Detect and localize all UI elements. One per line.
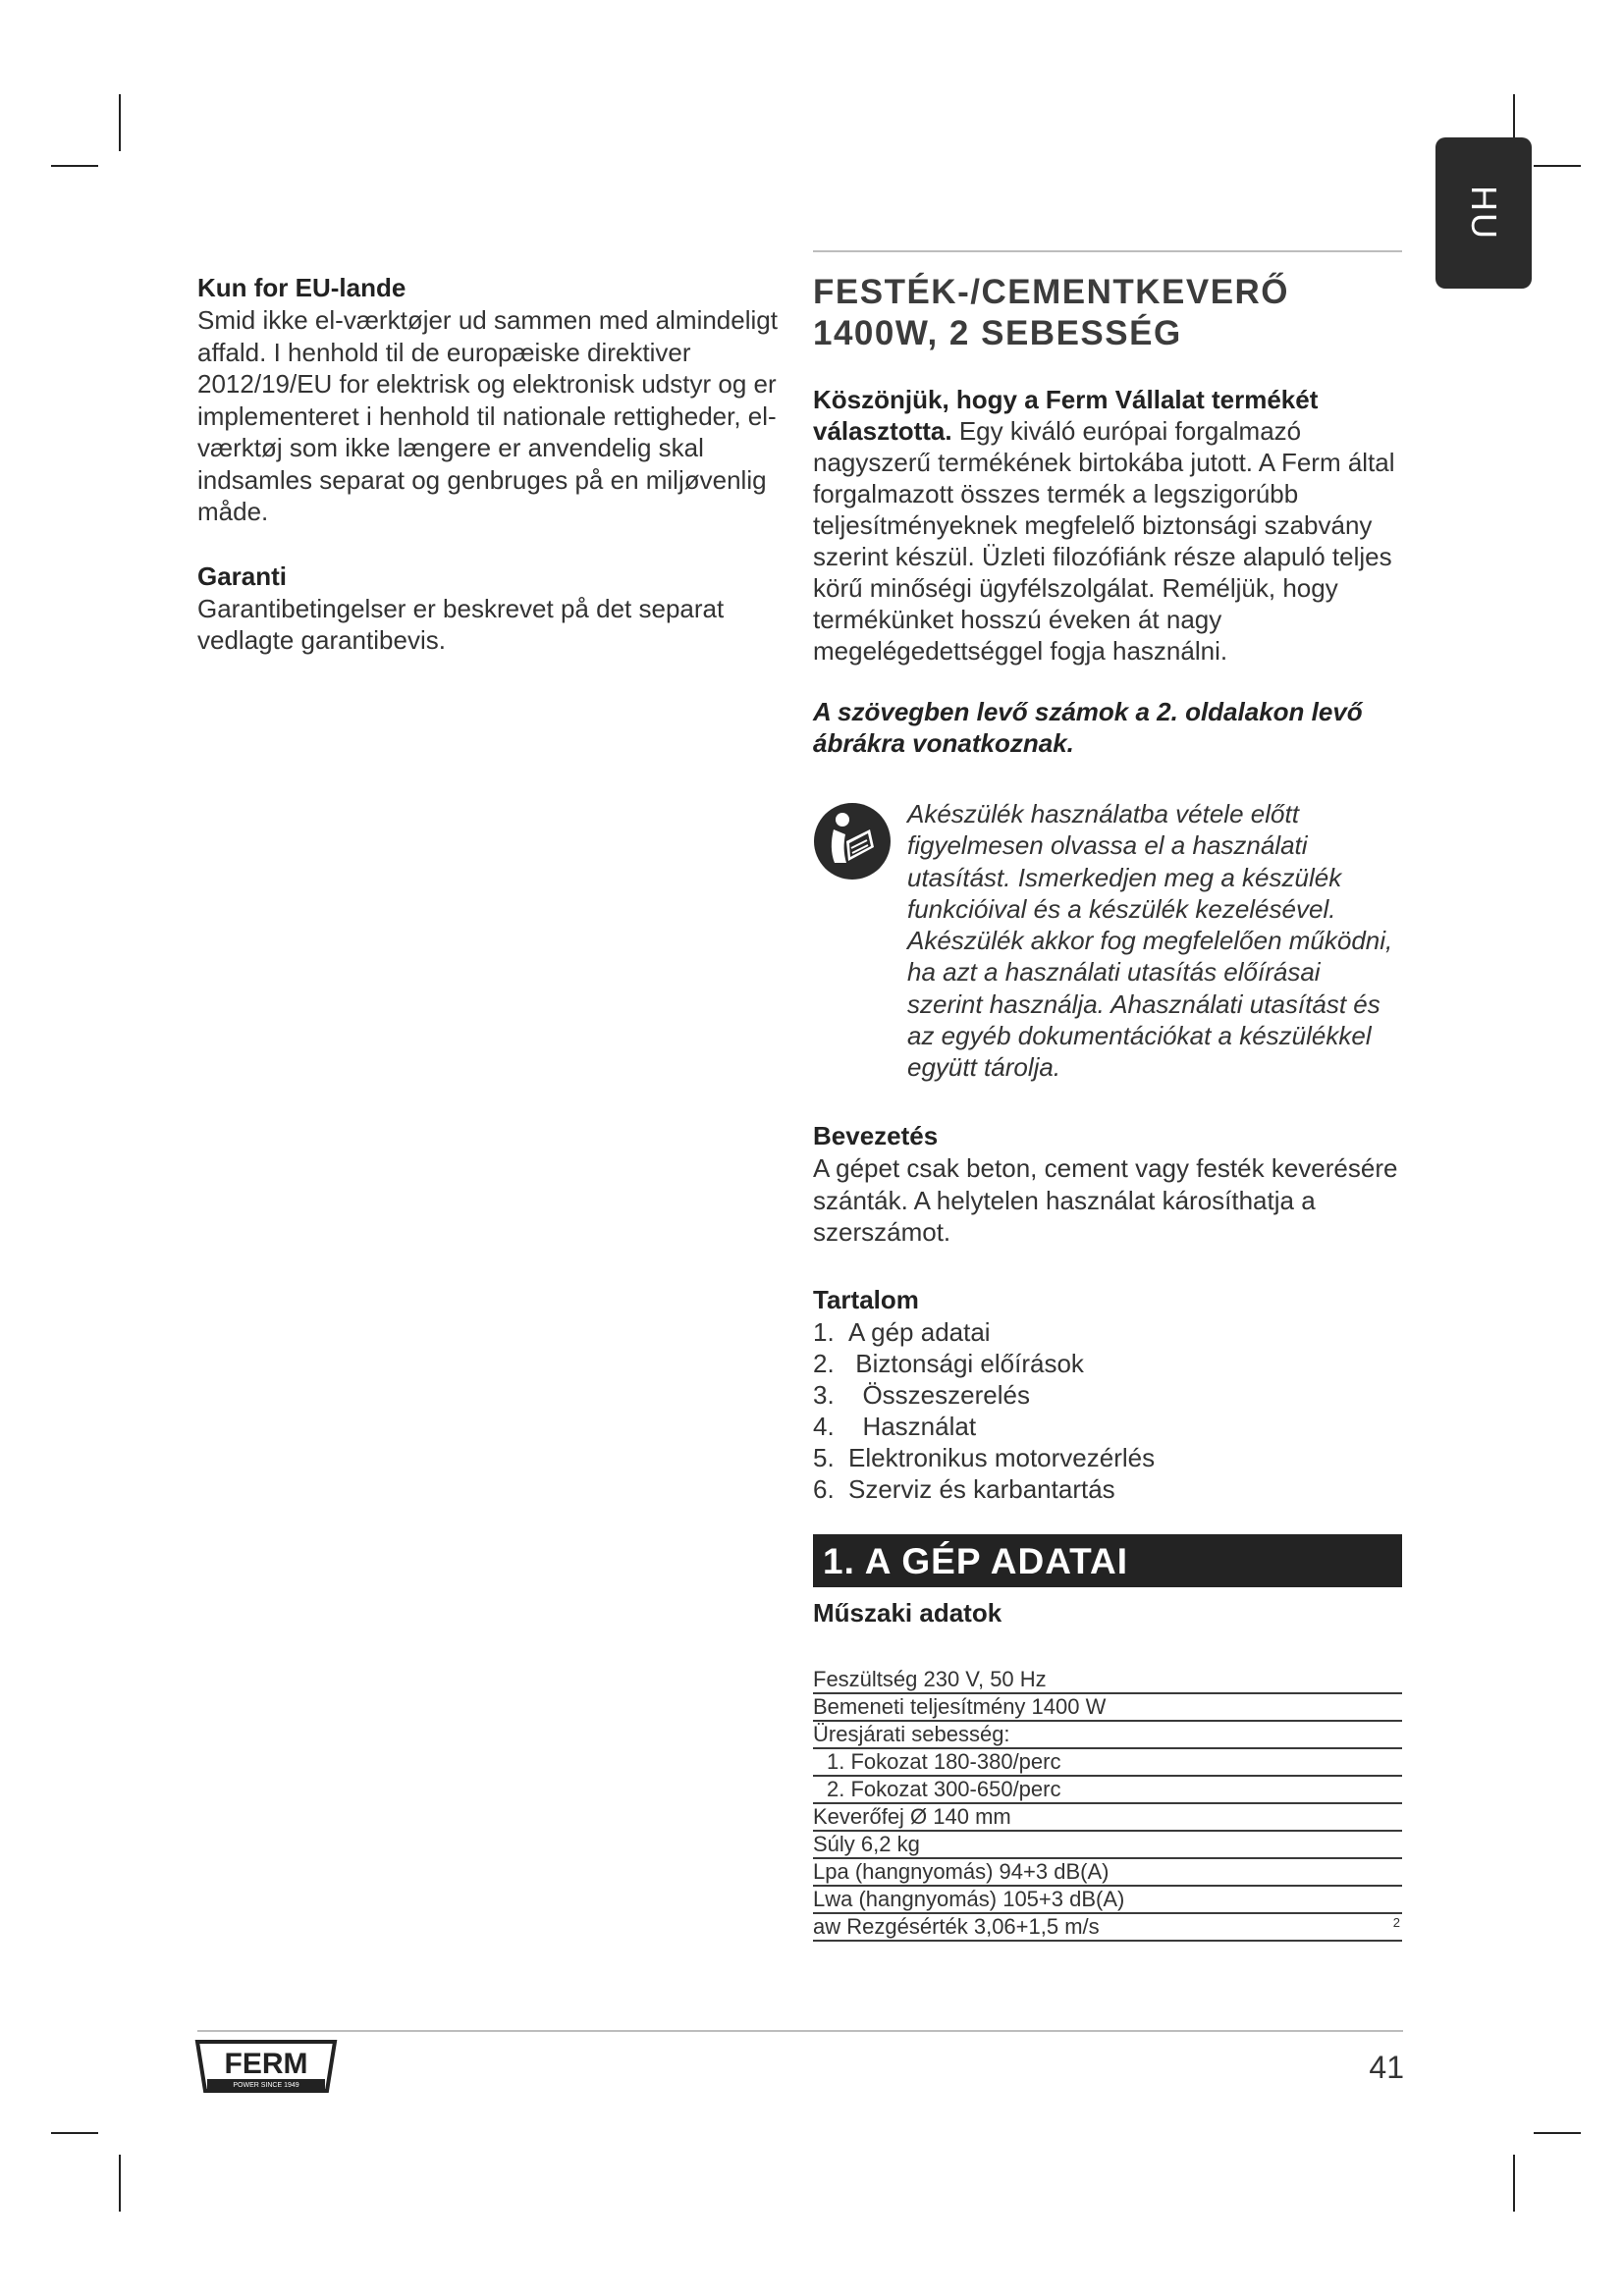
table-row: [813, 1914, 1402, 1942]
eu-heading: Kun for EU-lande: [197, 273, 406, 302]
page-number: 41: [1369, 2050, 1404, 2085]
specs-table: [813, 1667, 1402, 1942]
list-item: 5. Elektronikus motorvezérlés: [813, 1442, 1156, 1472]
svg-text:POWER SINCE 1949: POWER SINCE 1949: [233, 2082, 299, 2089]
specs-heading: Műszaki adatok: [813, 1597, 1002, 1628]
table-row: Feszültség 230 V, 50 Hz: [813, 1667, 1402, 1694]
crop-mark: [1534, 165, 1581, 167]
contents-list: [813, 1316, 1402, 1505]
manual-warning-text: Akészülék használatba vétele előtt figyelmesen olvassa el a használati utasítást. Ismerkedjen meg a készülék funkcióival és a készülék kezelésével. Akészülék akkor fog megfelelően működni, ha azt a használati utasítás előírásai szerint használja. Ahasználati utasítást és az egyéb dokumentációkat a készülékkel együtt tárolja.: [907, 799, 1393, 1083]
product-title: FESTÉK-/CEMENTKEVERŐ 1400W, 2 SEBESSÉG: [813, 273, 1290, 352]
header-rule: [813, 250, 1402, 252]
table-row: 1. Fokozat 180-380/perc: [813, 1749, 1402, 1777]
crop-mark: [1513, 2155, 1515, 2212]
warranty-heading: Garanti: [197, 561, 288, 591]
crop-mark: [51, 2132, 98, 2134]
footer-rule: [197, 2030, 1403, 2032]
left-column: [197, 272, 786, 657]
table-row: Súly 6,2 kg: [813, 1832, 1402, 1859]
table-row: Üresjárati sebesség:: [813, 1722, 1402, 1749]
right-column: [813, 272, 1402, 1942]
thanks-text: Egy kiváló európai forgalmazó nagyszerű termékének birtokába jutott. A Ferm által forgalmazott összes termék a legszigorúbb teljesítményeknek megfelelő biztonsági szabvány szerint készül. Üzleti filozófiánk része alapuló teljes körű minőségi ügyfélszolgálat. Reméljük, hogy termékünket hosszú éveken át nagy megelégedettséggel fogja használni.: [813, 416, 1395, 666]
table-row: Bemeneti teljesítmény 1400 W: [813, 1694, 1402, 1722]
list-item: 6. Szerviz és karbantartás: [813, 1473, 1115, 1504]
intro-heading: Bevezetés: [813, 1121, 939, 1150]
eu-text: Smid ikke el-værktøjer ud sammen med almindeligt affald. I henhold til de europæiske direktiver 2012/19/EU for elektrisk og elektronisk udstyr og er implementeret i henhold til nationale rettigheder, el-værktøj som ikke længere er anvendelig skal indsamles separat og genbruges på en miljøvenlig måde.: [197, 305, 778, 526]
crop-mark: [119, 94, 121, 151]
table-row: Keverőfej Ø 140 mm: [813, 1804, 1402, 1832]
numbers-note: A szövegben levő számok a 2. oldalakon levő ábrákra vonatkoznak.: [813, 697, 1363, 758]
crop-mark: [119, 2155, 121, 2212]
manual-warning: [813, 798, 1402, 1085]
crop-mark: [51, 165, 98, 167]
language-tab-label: HU: [1464, 186, 1504, 240]
svg-text:FERM: FERM: [224, 2048, 308, 2080]
table-row: Lwa (hangnyomás) 105+3 dB(A): [813, 1887, 1402, 1914]
intro-text: A gépet csak beton, cement vagy festék keverésére szánták. A helytelen használat károsíthatja a szerszámot.: [813, 1153, 1398, 1247]
warranty-text: Garantibetingelser er beskrevet på det separat vedlagte garantibevis.: [197, 593, 725, 655]
list-item: 2. Biztonsági előírások: [813, 1348, 1084, 1378]
ferm-logo: [193, 2038, 339, 2097]
list-item: 3. Összeszerelés: [813, 1379, 1030, 1410]
spec-value: aw Rezgésérték 3,06+1,5 m/s: [813, 1913, 1100, 1939]
spec-superscript: 2: [1392, 1914, 1400, 1930]
thanks-bold: Köszönjük, hogy a Ferm Vállalat termékét választotta.: [813, 385, 1319, 446]
list-item: 4. Használat: [813, 1411, 977, 1441]
contents-heading: Tartalom: [813, 1284, 919, 1314]
section-bar: 1. A GÉP ADATAI: [813, 1534, 1402, 1587]
language-tab: [1435, 137, 1532, 289]
table-row: 2. Fokozat 300-650/perc: [813, 1777, 1402, 1804]
thanks-paragraph: [813, 384, 1402, 667]
read-manual-icon: [813, 802, 892, 881]
list-item: 1. A gép adatai: [813, 1316, 991, 1347]
table-row: Lpa (hangnyomás) 94+3 dB(A): [813, 1859, 1402, 1887]
crop-mark: [1534, 2132, 1581, 2134]
